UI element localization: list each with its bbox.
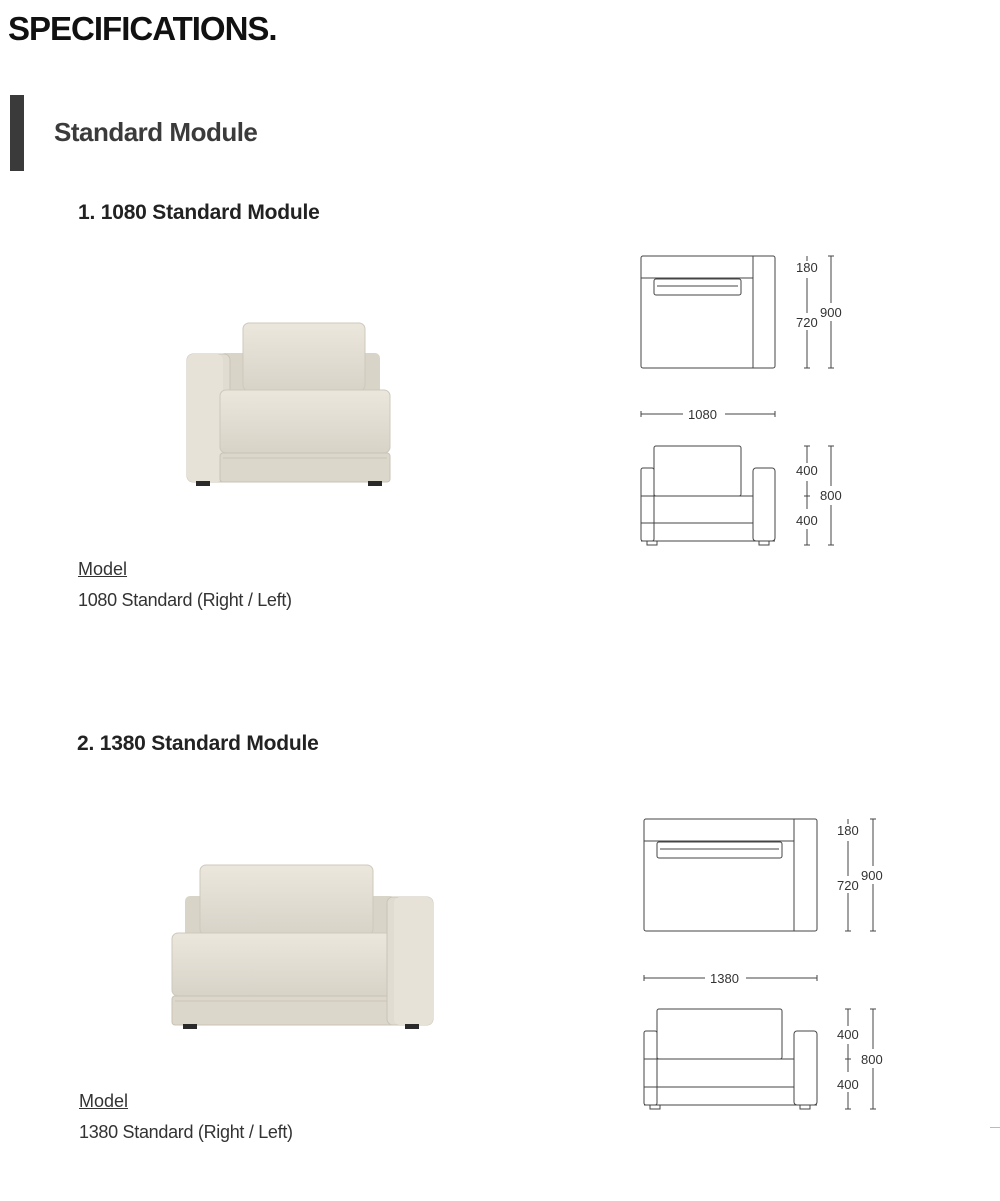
module-1-dim-upper: 400 [796,463,818,478]
module-2-dim-seat: 720 [837,878,859,893]
module-1-title: 1. 1080 Standard Module [78,201,320,224]
module-2-dim-upper: 400 [837,1027,859,1042]
module-2-dim-lower: 400 [837,1077,859,1092]
module-2-dim-depth: 900 [861,868,883,883]
module-2-sofa-image [165,858,440,1033]
edge-divider [990,1127,1000,1128]
page-title: SPECIFICATIONS. [8,10,277,47]
module-1-dim-height: 800 [820,488,842,503]
module-1-dim-seat: 720 [796,315,818,330]
module-1-dim-back: 180 [796,260,818,275]
module-1-dim-width: 1080 [688,407,717,422]
module-1-model-value: 1080 Standard (Right / Left) [78,590,292,610]
module-2-model-label: Model [79,1091,129,1111]
module-2-dimension-drawing [633,808,893,1118]
module-1-dim-depth: 900 [820,305,842,320]
module-2-dim-width: 1380 [710,971,739,986]
module-1-dimension-drawing [630,245,870,555]
module-1-dim-lower: 400 [796,513,818,528]
module-2-dim-back: 180 [837,823,859,838]
section-title: Standard Module [54,117,258,147]
section-accent-bar [10,95,24,171]
module-1-sofa-image [180,315,400,490]
module-2-dim-height: 800 [861,1052,883,1067]
module-1-model-label: Model [78,559,128,579]
module-2-model-value: 1380 Standard (Right / Left) [79,1122,293,1142]
module-2-title: 2. 1380 Standard Module [77,732,319,755]
